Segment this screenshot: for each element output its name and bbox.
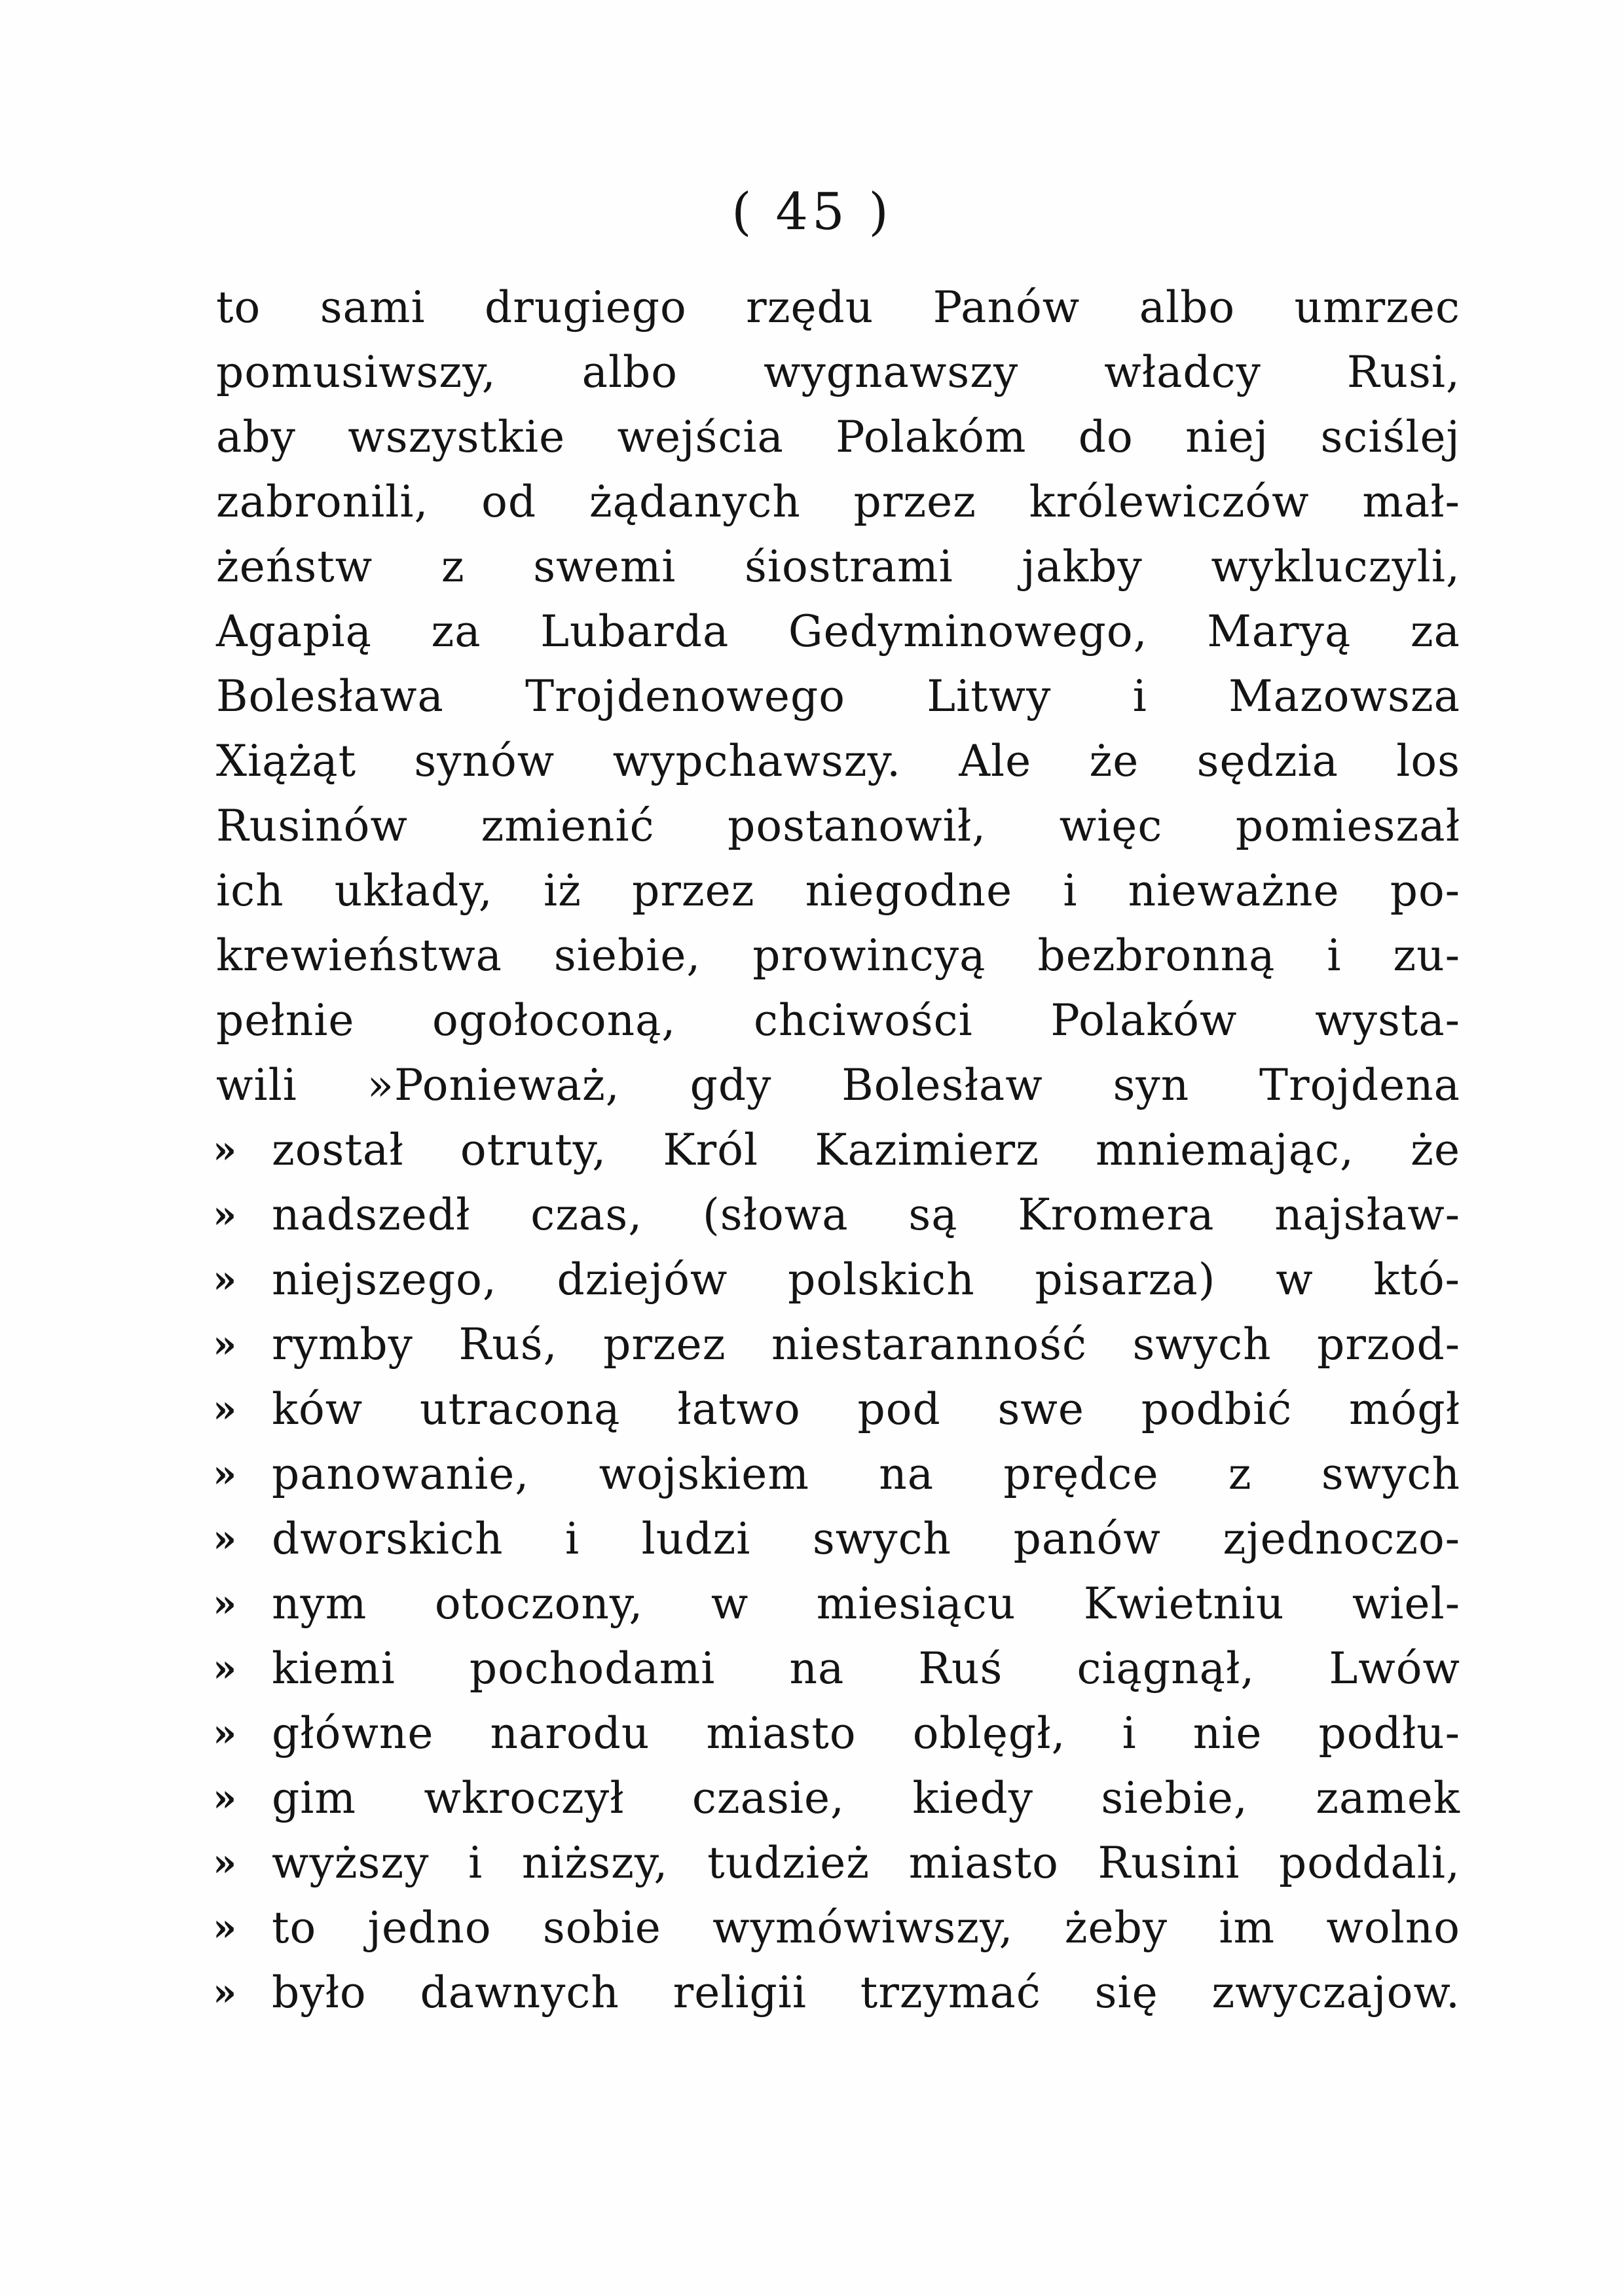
line-text: kiemi pochodami na Ruś ciągnął, Lwów — [272, 1643, 1460, 1694]
line-text: gim wkroczył czasie, kiedy siebie, zamek — [272, 1773, 1460, 1823]
text-line — [213, 1442, 1460, 1506]
text-line — [216, 923, 1460, 988]
quotation-mark: » — [213, 1451, 238, 1496]
line-text: żeństw z swemi śiostrami jakby wykluczyli, — [216, 541, 1460, 592]
quotation-mark: » — [213, 1516, 238, 1561]
text-line — [216, 729, 1460, 793]
page-number: ( 45 ) — [731, 183, 893, 242]
text-line — [213, 1247, 1460, 1312]
quotation-mark: » — [213, 1127, 238, 1172]
text-line — [216, 793, 1460, 858]
quotation-mark: » — [213, 1905, 238, 1950]
text-line — [216, 858, 1460, 923]
text-line — [213, 1571, 1460, 1636]
line-text: Xiążąt synów wypchawszy. Ale że sędzia los — [216, 736, 1460, 786]
quotation-mark: » — [213, 1257, 238, 1302]
text-line — [213, 1182, 1460, 1247]
quotation-mark: » — [213, 1387, 238, 1431]
text-line — [213, 1831, 1460, 1895]
quotation-mark: » — [213, 1970, 238, 2014]
line-text: wili »Ponieważ, gdy Bolesław syn Trojdena — [216, 1060, 1460, 1110]
line-text: Agapią za Lubarda Gedyminowego, Maryą za — [216, 606, 1460, 657]
text-line — [213, 1960, 1460, 2025]
text-line — [216, 1053, 1460, 1118]
line-text: zabronili, od żądanych przez królewiczów mał- — [216, 477, 1460, 527]
text-line — [213, 1895, 1460, 1960]
quotation-mark: » — [213, 1776, 238, 1820]
body-text — [213, 275, 1460, 2025]
line-text: główne narodu miasto oblęgł, i nie podłu- — [272, 1708, 1460, 1758]
line-text: niejszego, dziejów polskich pisarza) w któ- — [272, 1254, 1460, 1305]
text-line — [213, 1312, 1460, 1377]
line-text: wyższy i niższy, tudzież miasto Rusini poddali, — [272, 1838, 1460, 1888]
line-text: Rusinów zmienić postanowił, więc pomieszał — [216, 801, 1460, 851]
text-line — [216, 664, 1460, 729]
text-line — [213, 1377, 1460, 1442]
quotation-mark: » — [213, 1322, 238, 1366]
line-text: dworskich i ludzi swych panów zjednoczo- — [272, 1514, 1460, 1564]
text-line — [216, 534, 1460, 599]
line-text: to sami drugiego rzędu Panów albo umrzec — [216, 282, 1460, 333]
quotation-mark: » — [213, 1840, 238, 1885]
text-line — [216, 340, 1460, 405]
text-line — [216, 405, 1460, 469]
text-line — [213, 1766, 1460, 1831]
quotation-mark: » — [213, 1646, 238, 1690]
line-text: aby wszystkie wejścia Polakóm do niej sciślej — [216, 412, 1460, 462]
text-line — [216, 275, 1460, 340]
line-text: nym otoczony, w miesiącu Kwietniu wiel- — [272, 1578, 1460, 1629]
text-line — [213, 1701, 1460, 1766]
line-text: został otruty, Król Kazimierz mniemając, że — [272, 1125, 1460, 1175]
quotation-mark: » — [213, 1192, 238, 1237]
line-text: pełnie ogołoconą, chciwości Polaków wysta- — [216, 995, 1460, 1046]
text-line — [216, 599, 1460, 664]
text-line — [216, 469, 1460, 534]
text-line — [213, 1118, 1460, 1182]
quotation-mark: » — [213, 1581, 238, 1626]
line-text: nadszedł czas, (słowa są Kromera najsław- — [272, 1190, 1460, 1240]
line-text: ich układy, iż przez niegodne i nieważne po- — [216, 866, 1460, 916]
line-text: było dawnych religii trzymać się zwyczajow. — [272, 1967, 1460, 2018]
text-line — [216, 988, 1460, 1053]
text-line — [213, 1636, 1460, 1701]
line-text: pomusiwszy, albo wygnawszy władcy Rusi, — [216, 347, 1460, 397]
text-line — [213, 1506, 1460, 1571]
line-text: ków utraconą łatwo pod swe podbić mógł — [272, 1384, 1460, 1434]
line-text: to jedno sobie wymówiwszy, żeby im wolno — [272, 1903, 1460, 1953]
line-text: Bolesława Trojdenowego Litwy i Mazowsza — [216, 671, 1460, 721]
line-text: krewieństwa siebie, prowincyą bezbronną i zu- — [216, 930, 1460, 981]
quotation-mark: » — [213, 1711, 238, 1755]
line-text: rymby Ruś, przez niestaranność swych przod- — [272, 1319, 1460, 1370]
line-text: panowanie, wojskiem na prędce z swych — [272, 1449, 1460, 1499]
